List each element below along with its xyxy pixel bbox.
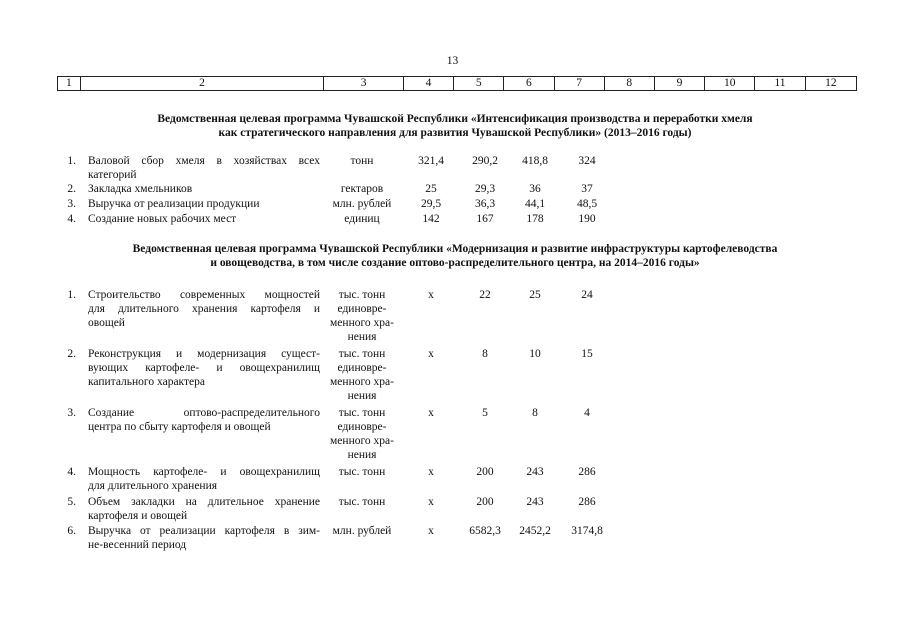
col-header: 1 <box>58 77 81 91</box>
unit-of-measure-line: нения <box>347 331 377 343</box>
value-cell: 37 <box>581 183 593 195</box>
indicator-name-line: Закладка хмельников <box>88 183 193 195</box>
unit-of-measure <box>322 182 402 196</box>
unit-of-measure <box>322 495 402 509</box>
page-number: 13 <box>446 55 459 67</box>
unit-of-measure-line: менного хра- <box>330 376 394 388</box>
indicator-name-line: овощей <box>88 317 125 329</box>
col-header: 12 <box>805 77 856 91</box>
value-cell: 15 <box>581 348 593 360</box>
unit-of-measure-line: единовре- <box>337 421 387 433</box>
indicator-name-line: Реконструкция и модернизация сущест- <box>88 348 320 360</box>
value-cell: 418,8 <box>522 155 548 167</box>
value-cell: 290,2 <box>472 155 498 167</box>
value-cell: 178 <box>526 213 544 225</box>
unit-of-measure-line: млн. рублей <box>332 525 392 537</box>
unit-of-measure <box>322 406 402 462</box>
col-header: 7 <box>554 77 604 91</box>
unit-of-measure-line: единовре- <box>337 303 387 315</box>
value-cell: 190 <box>578 213 596 225</box>
value-cell: 167 <box>476 213 494 225</box>
value-cell: 321,4 <box>418 155 444 167</box>
section-title-line: Ведомственная целевая программа Чувашской Республики «Интенсификация производства и переработки хмеля <box>157 113 753 125</box>
value-cell: 25 <box>425 183 437 195</box>
row-number: 5. <box>67 496 76 508</box>
unit-of-measure-line: тыс. тонн <box>338 466 386 478</box>
value-cell: 6582,3 <box>469 525 501 537</box>
indicator-name <box>88 406 320 434</box>
row-number: 3. <box>67 407 76 419</box>
col-header: 5 <box>454 77 504 91</box>
value-cell: 243 <box>526 496 544 508</box>
row-number: 1. <box>67 289 76 301</box>
unit-of-measure-line: тыс. тонн <box>338 496 386 508</box>
indicator-name-line: для длительного хранения картофеля и <box>88 303 320 315</box>
value-cell: 48,5 <box>576 198 598 210</box>
section-title-line: и овощеводства, в том числе создание оптово-распределительного центра, на 2014–2016 годы» <box>210 257 700 269</box>
indicator-name-line: Строительство современных мощностей <box>88 289 320 301</box>
indicator-name <box>88 197 320 211</box>
row-number: 4. <box>67 213 76 225</box>
unit-of-measure <box>322 524 402 538</box>
indicator-name-line: Создание оптово-распределительного <box>88 407 320 419</box>
row-number: 6. <box>67 525 76 537</box>
value-cell: 2452,2 <box>519 525 551 537</box>
value-cell: 44,1 <box>524 198 546 210</box>
unit-of-measure <box>322 347 402 403</box>
indicator-name <box>88 465 320 493</box>
value-cell: x <box>428 348 434 360</box>
unit-of-measure-line: нения <box>347 390 377 402</box>
indicator-name-line: Валовой сбор хмеля в хозяйствах всех <box>88 155 320 167</box>
value-cell: 29,5 <box>420 198 442 210</box>
value-cell: 200 <box>476 466 494 478</box>
unit-of-measure-line: тыс. тонн <box>338 289 386 301</box>
indicator-name <box>88 154 320 182</box>
value-cell: x <box>428 289 434 301</box>
value-cell: 25 <box>529 289 541 301</box>
value-cell: x <box>428 496 434 508</box>
row-number: 2. <box>67 348 76 360</box>
row-number: 2. <box>67 183 76 195</box>
value-cell: x <box>428 466 434 478</box>
unit-of-measure-line: единовре- <box>337 362 387 374</box>
section-1-title <box>60 112 850 140</box>
indicator-name-line: центра по сбыту картофеля и овощей <box>88 421 271 433</box>
value-cell: 36 <box>529 183 541 195</box>
unit-of-measure <box>322 154 402 168</box>
indicator-name <box>88 524 320 552</box>
column-number-header <box>57 76 857 91</box>
unit-of-measure-line: тыс. тонн <box>338 348 386 360</box>
value-cell: 10 <box>529 348 541 360</box>
value-cell: 24 <box>581 289 593 301</box>
indicator-name-line: Создание новых рабочих мест <box>88 213 237 225</box>
indicator-name-line: Мощность картофеле- и овощехранилищ <box>88 466 320 478</box>
indicator-name-line: Объем закладки на длительное хранение <box>88 496 320 508</box>
unit-of-measure-line: млн. рублей <box>332 198 392 210</box>
col-header: 8 <box>604 77 654 91</box>
value-cell: 3174,8 <box>571 525 603 537</box>
indicator-name <box>88 182 320 196</box>
unit-of-measure-line: тонн <box>350 155 374 167</box>
unit-of-measure <box>322 197 402 211</box>
indicator-name-line: картофеля и овощей <box>88 510 188 522</box>
value-cell: x <box>428 525 434 537</box>
value-cell: 36,3 <box>474 198 496 210</box>
value-cell: 286 <box>578 496 596 508</box>
section-title-line: Ведомственная целевая программа Чувашской Республики «Модернизация и развитие инфраструктуры картофелеводства <box>132 243 778 255</box>
indicator-name-line: не-весенний период <box>88 539 187 551</box>
section-title-line: как стратегического направления для развития Чувашской Республики» (2013–2016 годы) <box>218 127 692 139</box>
section-2-title <box>60 242 850 270</box>
value-cell: 8 <box>482 348 488 360</box>
indicator-name-line: Выручка от реализации продукции <box>88 198 260 210</box>
value-cell: 4 <box>584 407 590 419</box>
unit-of-measure-line: менного хра- <box>330 317 394 329</box>
unit-of-measure <box>322 212 402 226</box>
col-header: 10 <box>705 77 755 91</box>
value-cell: 8 <box>532 407 538 419</box>
col-header: 2 <box>80 77 324 91</box>
unit-of-measure-line: менного хра- <box>330 435 394 447</box>
col-header: 4 <box>403 77 453 91</box>
indicator-name-line: категорий <box>88 169 137 181</box>
indicator-name <box>88 288 320 330</box>
unit-of-measure <box>322 465 402 479</box>
value-cell: 243 <box>526 466 544 478</box>
unit-of-measure-line: гектаров <box>340 183 384 195</box>
col-header: 9 <box>654 77 704 91</box>
row-number: 1. <box>67 155 76 167</box>
col-header: 3 <box>324 77 404 91</box>
indicator-name-line: вующих картофеле- и овощехранилищ <box>88 362 320 374</box>
value-cell: 324 <box>578 155 596 167</box>
indicator-name-line: для длительного хранения <box>88 480 218 492</box>
value-cell: 22 <box>479 289 491 301</box>
unit-of-measure-line: единиц <box>344 213 380 225</box>
value-cell: 200 <box>476 496 494 508</box>
value-cell: 29,3 <box>474 183 496 195</box>
unit-of-measure-line: тыс. тонн <box>338 407 386 419</box>
value-cell: 5 <box>482 407 488 419</box>
indicator-name <box>88 212 320 226</box>
row-number: 4. <box>67 466 76 478</box>
row-number: 3. <box>67 198 76 210</box>
indicator-name <box>88 347 320 389</box>
value-cell: 286 <box>578 466 596 478</box>
indicator-name <box>88 495 320 523</box>
col-header: 11 <box>755 77 805 91</box>
unit-of-measure-line: нения <box>347 449 377 461</box>
value-cell: x <box>428 407 434 419</box>
col-header: 6 <box>504 77 554 91</box>
value-cell: 142 <box>422 213 440 225</box>
indicator-name-line: Выручка от реализации картофеля в зим- <box>88 525 320 537</box>
indicator-name-line: капитального характера <box>88 376 205 388</box>
unit-of-measure <box>322 288 402 344</box>
